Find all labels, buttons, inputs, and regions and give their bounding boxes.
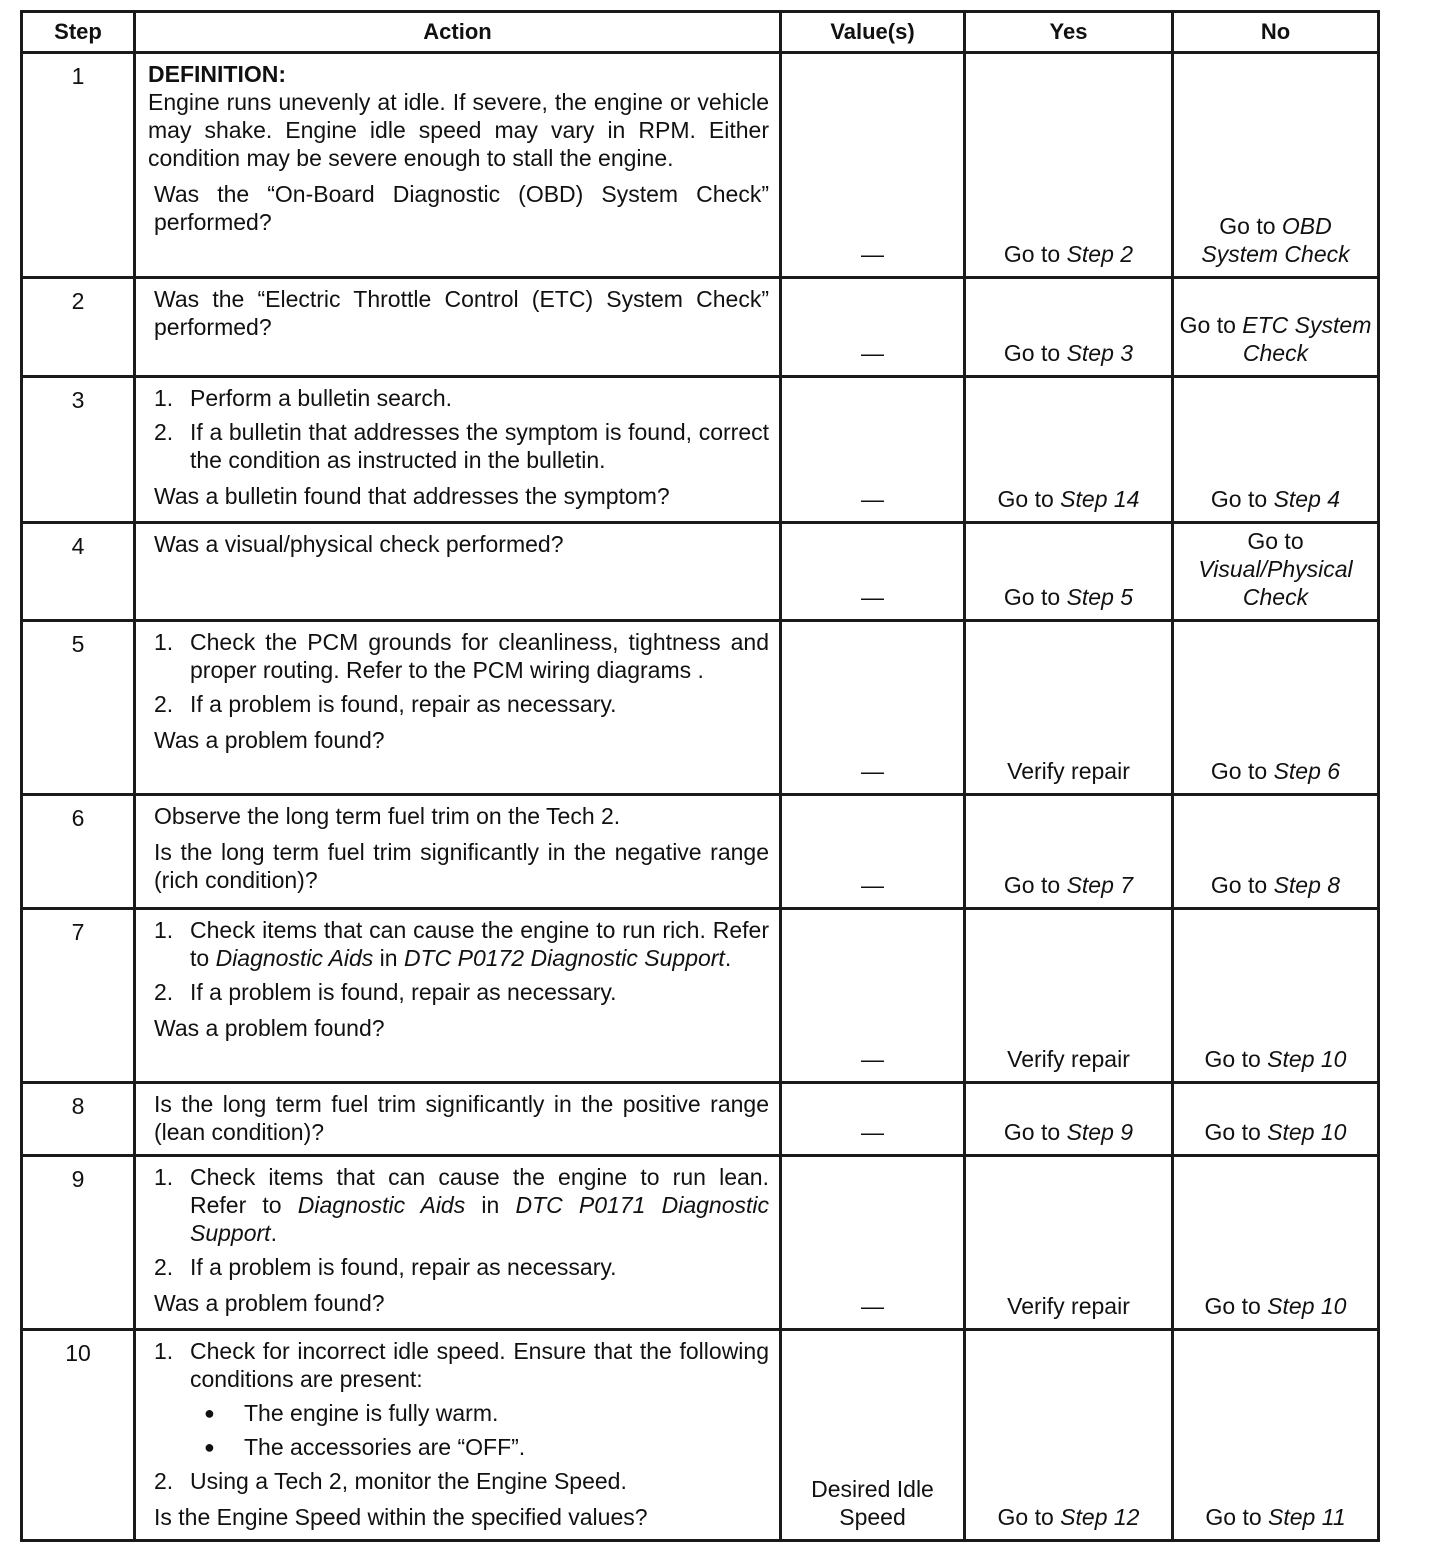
header-values: Value(s) [781, 12, 965, 53]
no-prefix: Go to [1210, 758, 1274, 784]
numbered-item [154, 1253, 769, 1281]
step-number: 5 [22, 621, 135, 795]
item-text-part: Check items that can cause the engine to run rich. Refer to [190, 917, 769, 971]
action-cell [135, 909, 781, 1083]
yes-link[interactable]: Step 12 [1060, 1504, 1140, 1530]
table-row [22, 1330, 1379, 1541]
table-row [22, 909, 1379, 1083]
yes-cell [965, 1083, 1173, 1156]
table-row [22, 278, 1379, 377]
yes-link[interactable]: Step 5 [1066, 584, 1134, 610]
header-step: Step [22, 12, 135, 53]
item-text-part: in [465, 1192, 516, 1218]
item-text: Perform a bulletin search. [190, 385, 453, 411]
action-cell [135, 278, 781, 377]
question-text: Was a bulletin found that addresses the symptom? [154, 483, 670, 509]
yes-prefix: Go to [1003, 584, 1067, 610]
table-row [22, 523, 1379, 621]
yes-prefix: Go to [1003, 872, 1067, 898]
yes-prefix: Go to [997, 1504, 1061, 1530]
no-link[interactable]: Step 10 [1267, 1046, 1347, 1072]
value-cell: — [781, 795, 965, 909]
yes-prefix: Go to [1003, 1119, 1067, 1145]
yes-prefix: Go to [997, 486, 1061, 512]
no-link[interactable]: Step 8 [1273, 872, 1341, 898]
step-number: 4 [22, 523, 135, 621]
no-link[interactable]: OBD System Check [1201, 213, 1350, 267]
header-no: No [1173, 12, 1379, 53]
no-link[interactable]: Step 10 [1267, 1119, 1347, 1145]
yes-link[interactable]: Step 9 [1066, 1119, 1134, 1145]
no-prefix: Go to [1219, 213, 1282, 239]
question-text: Was the “On-Board Diagnostic (OBD) System Check” performed? [154, 181, 769, 235]
no-cell [1173, 621, 1379, 795]
value-cell: — [781, 523, 965, 621]
value-cell: — [781, 53, 965, 278]
yes-link[interactable]: Step 7 [1066, 872, 1134, 898]
action-cell [135, 523, 781, 621]
value-cell: — [781, 377, 965, 523]
header-action: Action [135, 12, 781, 53]
yes-cell [965, 53, 1173, 278]
bullet-icon: ● [204, 1403, 215, 1423]
no-link[interactable]: Step 10 [1267, 1293, 1347, 1319]
no-cell [1173, 909, 1379, 1083]
header-yes: Yes [965, 12, 1173, 53]
item-number: 1. [154, 1164, 174, 1190]
no-prefix: Go to [1210, 872, 1274, 898]
numbered-item [154, 1337, 769, 1393]
bullet-icon: ● [204, 1437, 215, 1457]
no-link[interactable]: Step 4 [1273, 486, 1341, 512]
no-cell [1173, 1083, 1379, 1156]
yes-cell: Verify repair [965, 909, 1173, 1083]
numbered-item [154, 978, 769, 1006]
numbered-item [154, 628, 769, 684]
no-prefix: Go to [1210, 486, 1274, 512]
yes-prefix: Go to [1003, 340, 1067, 366]
no-prefix: Go to [1204, 1046, 1268, 1072]
question-text: Is the long term fuel trim significantly in the positive range (lean condition)? [154, 1091, 769, 1145]
item-text: Check the PCM grounds for cleanliness, tightness and proper routing. Refer to the PCM wiring diagrams . [190, 629, 769, 683]
item-number: 1. [154, 385, 174, 411]
step-number: 2 [22, 278, 135, 377]
item-text: Check for incorrect idle speed. Ensure that the following conditions are present: [190, 1338, 769, 1392]
numbered-item [154, 690, 769, 718]
no-cell [1173, 1330, 1379, 1541]
item-text: Using a Tech 2, monitor the Engine Speed. [190, 1468, 627, 1494]
bullet-text: The accessories are “OFF”. [244, 1434, 526, 1460]
yes-link[interactable]: Step 3 [1066, 340, 1134, 366]
no-link[interactable]: ETC System Check [1242, 312, 1372, 366]
no-cell [1173, 278, 1379, 377]
bullet-item [204, 1433, 769, 1461]
instruction-text: Observe the long term fuel trim on the Tech 2. [154, 803, 621, 829]
yes-cell [965, 278, 1173, 377]
step-number: 3 [22, 377, 135, 523]
no-cell [1173, 53, 1379, 278]
reference-dtc[interactable]: DTC P0172 Diagnostic Support [403, 945, 725, 971]
definition-text: Engine runs unevenly at idle. If severe, the engine or vehicle may shake. Engine idle speed may vary in RPM. Either condition may be severe enough to stall the engine. [148, 89, 769, 171]
item-text: If a problem is found, repair as necessary. [190, 979, 617, 1005]
item-number: 2. [154, 979, 174, 1005]
action-cell [135, 53, 781, 278]
header-row [22, 12, 1379, 53]
question-text: Was a visual/physical check performed? [154, 531, 564, 557]
diagnostic-table [20, 10, 1380, 1542]
yes-cell [965, 1330, 1173, 1541]
no-prefix: Go to [1179, 312, 1243, 338]
no-prefix: Go to [1205, 1504, 1269, 1530]
item-number: 1. [154, 1338, 174, 1364]
question-text: Was a problem found? [154, 1015, 385, 1041]
item-text-part: Check items that can cause the engine to run lean. Refer to [190, 1164, 769, 1218]
reference-diagnostic-aids[interactable]: Diagnostic Aids [297, 1192, 466, 1218]
table-row [22, 377, 1379, 523]
bullet-item [204, 1399, 769, 1427]
no-prefix: Go to [1247, 528, 1304, 554]
item-number: 2. [154, 1468, 174, 1494]
table-row [22, 1083, 1379, 1156]
yes-cell [965, 377, 1173, 523]
question-text: Was a problem found? [154, 1290, 385, 1316]
no-link[interactable]: Step 6 [1273, 758, 1341, 784]
item-number: 2. [154, 419, 174, 445]
reference-diagnostic-aids[interactable]: Diagnostic Aids [215, 945, 374, 971]
value-cell: Desired Idle Speed [781, 1330, 965, 1541]
no-cell [1173, 523, 1379, 621]
step-number: 7 [22, 909, 135, 1083]
table-row [22, 53, 1379, 278]
bullet-text: The engine is fully warm. [244, 1400, 499, 1426]
no-prefix: Go to [1204, 1293, 1268, 1319]
yes-cell [965, 523, 1173, 621]
value-cell: — [781, 1083, 965, 1156]
item-number: 2. [154, 691, 174, 717]
no-link[interactable]: Visual/Physical Check [1198, 556, 1353, 610]
no-link[interactable]: Step 11 [1268, 1504, 1346, 1530]
yes-cell [965, 795, 1173, 909]
item-text-part: in [373, 945, 404, 971]
step-number: 1 [22, 53, 135, 278]
question-text: Was a problem found? [154, 727, 385, 753]
no-cell [1173, 795, 1379, 909]
step-number: 6 [22, 795, 135, 909]
question-text: Is the long term fuel trim significantly in the negative range (rich condition)? [154, 839, 769, 893]
numbered-item [154, 418, 769, 474]
item-text: If a problem is found, repair as necessary. [190, 1254, 617, 1280]
numbered-item [154, 1467, 769, 1495]
action-cell [135, 621, 781, 795]
no-prefix: Go to [1204, 1119, 1268, 1145]
item-text: If a problem is found, repair as necessary. [190, 691, 617, 717]
item-number: 2. [154, 1254, 174, 1280]
yes-prefix: Go to [1003, 241, 1067, 267]
no-cell [1173, 377, 1379, 523]
reference-dtc[interactable]: DTC P0171 Diagnostic Support [190, 1192, 769, 1246]
question-text: Was the “Electric Throttle Control (ETC) System Check” performed? [154, 286, 769, 340]
numbered-item [154, 384, 769, 412]
value-cell: — [781, 621, 965, 795]
yes-link[interactable]: Step 2 [1066, 241, 1134, 267]
table-row [22, 795, 1379, 909]
action-cell [135, 795, 781, 909]
yes-cell: Verify repair [965, 1156, 1173, 1330]
value-cell: — [781, 278, 965, 377]
value-cell: — [781, 1156, 965, 1330]
item-number: 1. [154, 917, 174, 943]
action-cell [135, 377, 781, 523]
no-cell [1173, 1156, 1379, 1330]
item-number: 1. [154, 629, 174, 655]
yes-cell: Verify repair [965, 621, 1173, 795]
item-text [190, 1163, 769, 1247]
step-number: 8 [22, 1083, 135, 1156]
action-cell [135, 1156, 781, 1330]
item-text-part: . [270, 1220, 277, 1246]
yes-link[interactable]: Step 14 [1060, 486, 1140, 512]
table-row [22, 1156, 1379, 1330]
question-text: Is the Engine Speed within the specified values? [154, 1504, 648, 1530]
action-cell [135, 1083, 781, 1156]
numbered-item [154, 1163, 769, 1247]
item-text-part: . [724, 945, 732, 971]
value-cell: — [781, 909, 965, 1083]
item-text [190, 916, 769, 972]
table-row [22, 621, 1379, 795]
step-number: 10 [22, 1330, 135, 1541]
action-cell [135, 1330, 781, 1541]
step-number: 9 [22, 1156, 135, 1330]
numbered-item [154, 916, 769, 972]
item-text: If a bulletin that addresses the symptom is found, correct the condition as instructed in the bulletin. [190, 419, 769, 473]
definition-title: DEFINITION: [148, 61, 286, 87]
